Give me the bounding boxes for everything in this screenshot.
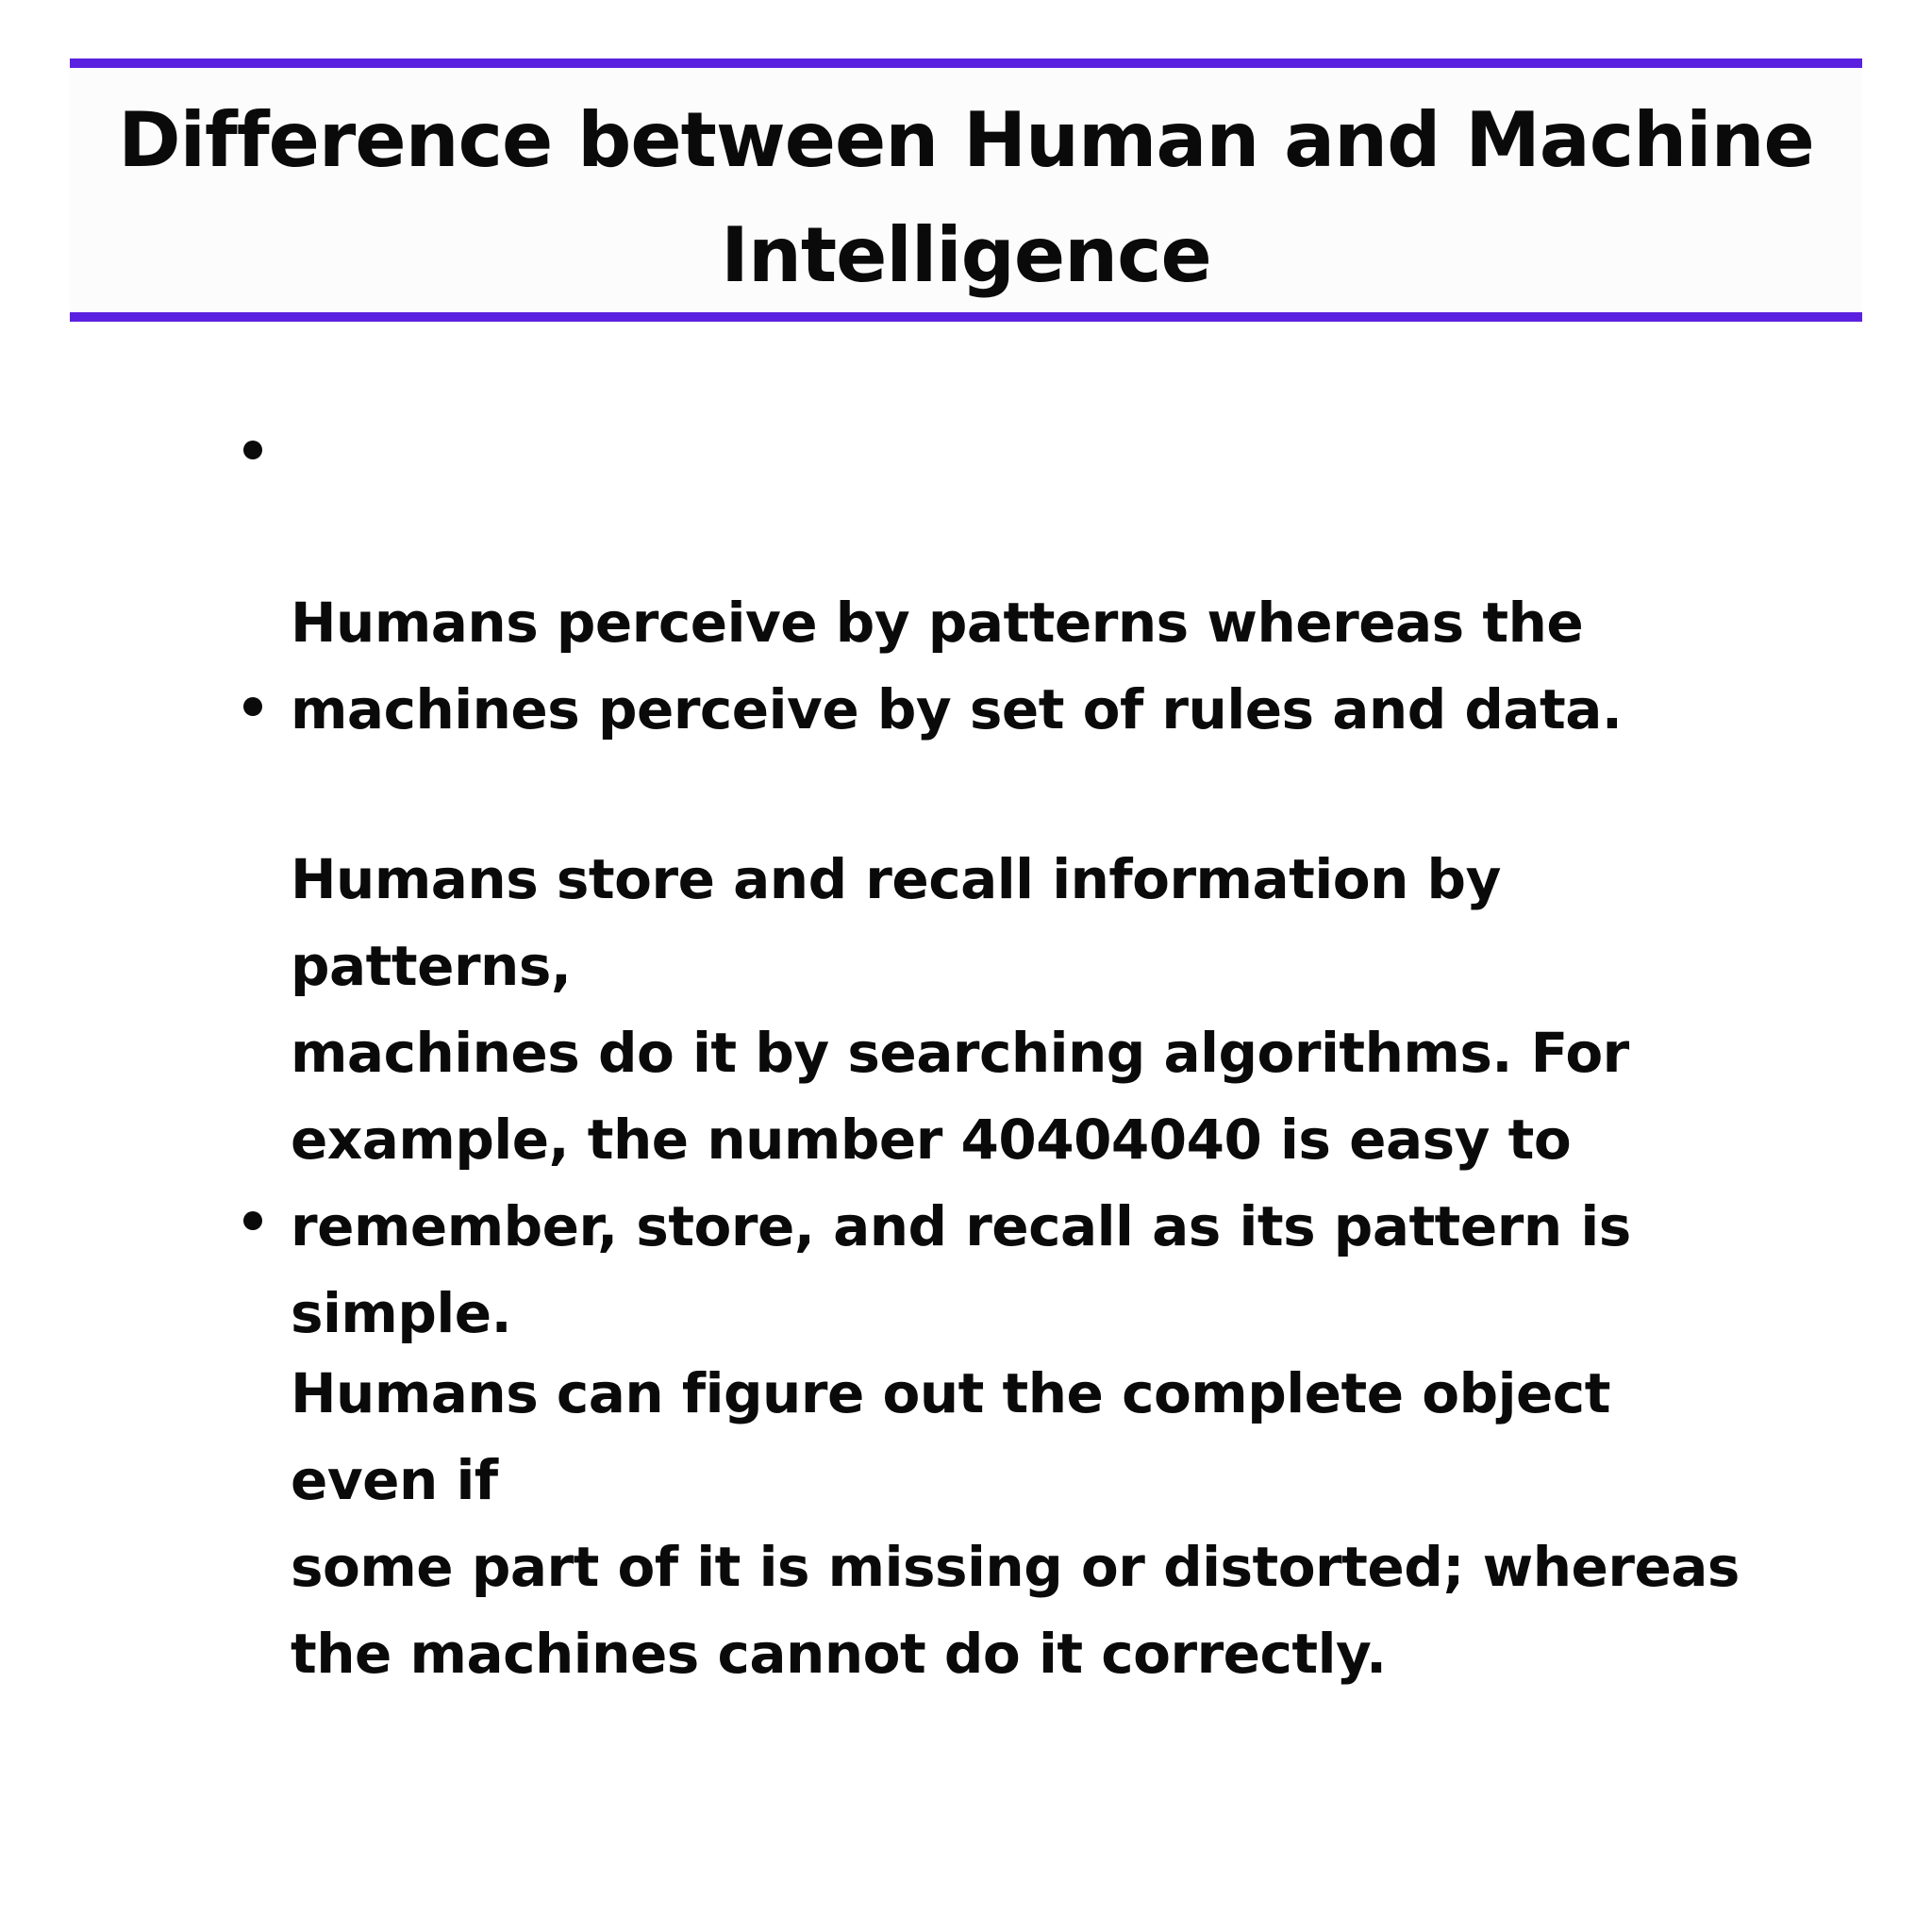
bullet-text: Humans can figure out the complete object even if some part of it is missing or distorted; whereas the machines cannot do it correctly. [291, 1361, 1740, 1686]
bullet-dot-icon [243, 1211, 262, 1230]
bullet-dot-icon [243, 441, 262, 459]
bullet-text: Humans perceive by patterns whereas the machines perceive by set of rules and data. [291, 591, 1623, 741]
bullet-text: Humans store and recall information by patterns, machines do it by searching algorithms. For example, the number 40404040 is easy to remember, store, and recall as its pattern is simple. [291, 847, 1631, 1345]
list-item [291, 1176, 1762, 1697]
page-title: Difference between Human and Machine Intelligence [118, 96, 1814, 299]
bullet-dot-icon [243, 697, 262, 716]
